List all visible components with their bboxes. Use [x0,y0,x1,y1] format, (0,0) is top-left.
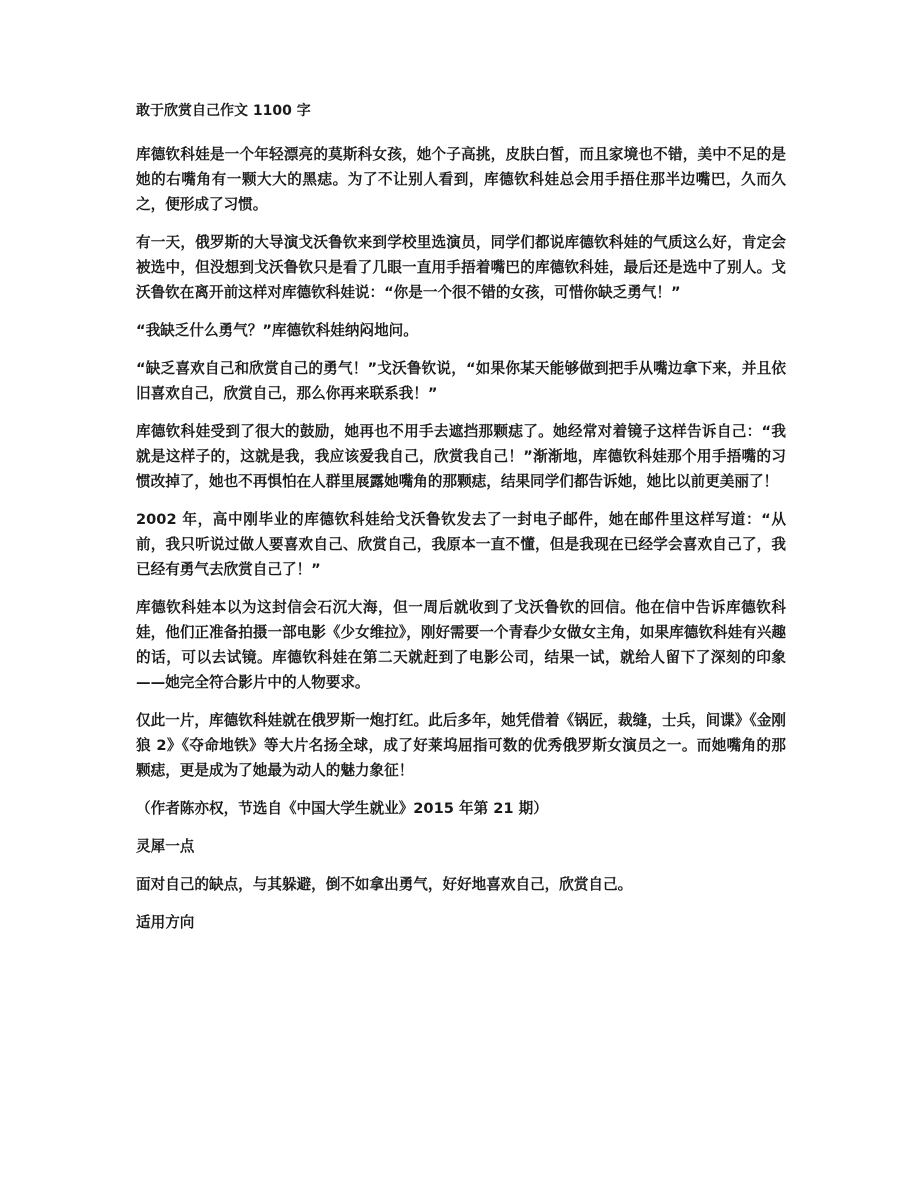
insight-text: 面对自己的缺点，与其躲避，倒不如拿出勇气，好好地喜欢自己，欣赏自己。 [136,876,633,893]
insight-heading: 灵犀一点 [136,838,195,855]
paragraph-2: 有一天，俄罗斯的大导演戈沃鲁钦来到学校里选演员，同学们都说库德钦科娃的气质这么好，肯定会被选中，但没想到戈沃鲁钦只是看了几眼一直用手捂着嘴巴的库德钦科娃，最后还是选中了别人。戈沃鲁钦在离开前这样对库德钦科娃说：“你是一个很不错的女孩，可惜你缺乏勇气！” [136,234,786,301]
paragraph-4: “缺乏喜欢自己和欣赏自己的勇气！”戈沃鲁钦说，“如果你某天能够做到把手从嘴边拿下来，并且依旧喜欢自己，欣赏自己，那么你再来联系我！” [136,360,786,402]
paragraph-6: 2002 年，高中刚毕业的库德钦科娃给戈沃鲁钦发去了一封电子邮件，她在邮件里这样写道：“从前，我只听说过做人要喜欢自己、欣赏自己，我原本一直不懂，但是我现在已经学会喜欢自己了，我已经有勇气去欣赏自己了！” [136,511,786,578]
document-page [136,100,786,948]
paragraph-8: 仅此一片，库德钦科娃就在俄罗斯一炮打红。此后多年，她凭借着《锅匠，裁缝，士兵，间谍》《金刚狼 2》《夺命地铁》等大片名扬全球，成了好莱坞屈指可数的优秀俄罗斯女演员之一。而她嘴角的那颗痣，更是成为了她最为动人的魅力象征！ [136,712,786,779]
application-heading: 适用方向 [136,914,195,931]
essay-title: 敢于欣赏自己作文 1100 字 [136,103,311,119]
paragraph-1: 库德钦科娃是一个年轻漂亮的莫斯科女孩，她个子高挑，皮肤白皙，而且家境也不错，美中不足的是她的右嘴角有一颗大大的黑痣。为了不让别人看到，库德钦科娃总会用手捂住那半边嘴巴，久而久之，便形成了习惯。 [136,146,786,213]
paragraph-3: “我缺乏什么勇气？”库德钦科娃纳闷地问。 [136,322,418,339]
source-note: （作者陈亦权，节选自《中国大学生就业》2015 年第 21 期） [136,800,548,817]
paragraph-5: 库德钦科娃受到了很大的鼓励，她再也不用手去遮挡那颗痣了。她经常对着镜子这样告诉自己：“我就是这样子的，这就是我，我应该爱我自己，欣赏我自己！”渐渐地，库德钦科娃那个用手捂嘴的习惯改掉了，她也不再惧怕在人群里展露她嘴角的那颗痣，结果同学们都告诉她，她比以前更美丽了！ [136,423,786,490]
paragraph-7: 库德钦科娃本以为这封信会石沉大海，但一周后就收到了戈沃鲁钦的回信。他在信中告诉库德钦科娃，他们正准备拍摄一部电影《少女维拉》，刚好需要一个青春少女做女主角，如果库德钦科娃有兴趣的话，可以去试镜。库德钦科娃在第二天就赶到了电影公司，结果一试，就给人留下了深刻的印象——她完全符合影片中的人物要求。 [136,599,786,691]
